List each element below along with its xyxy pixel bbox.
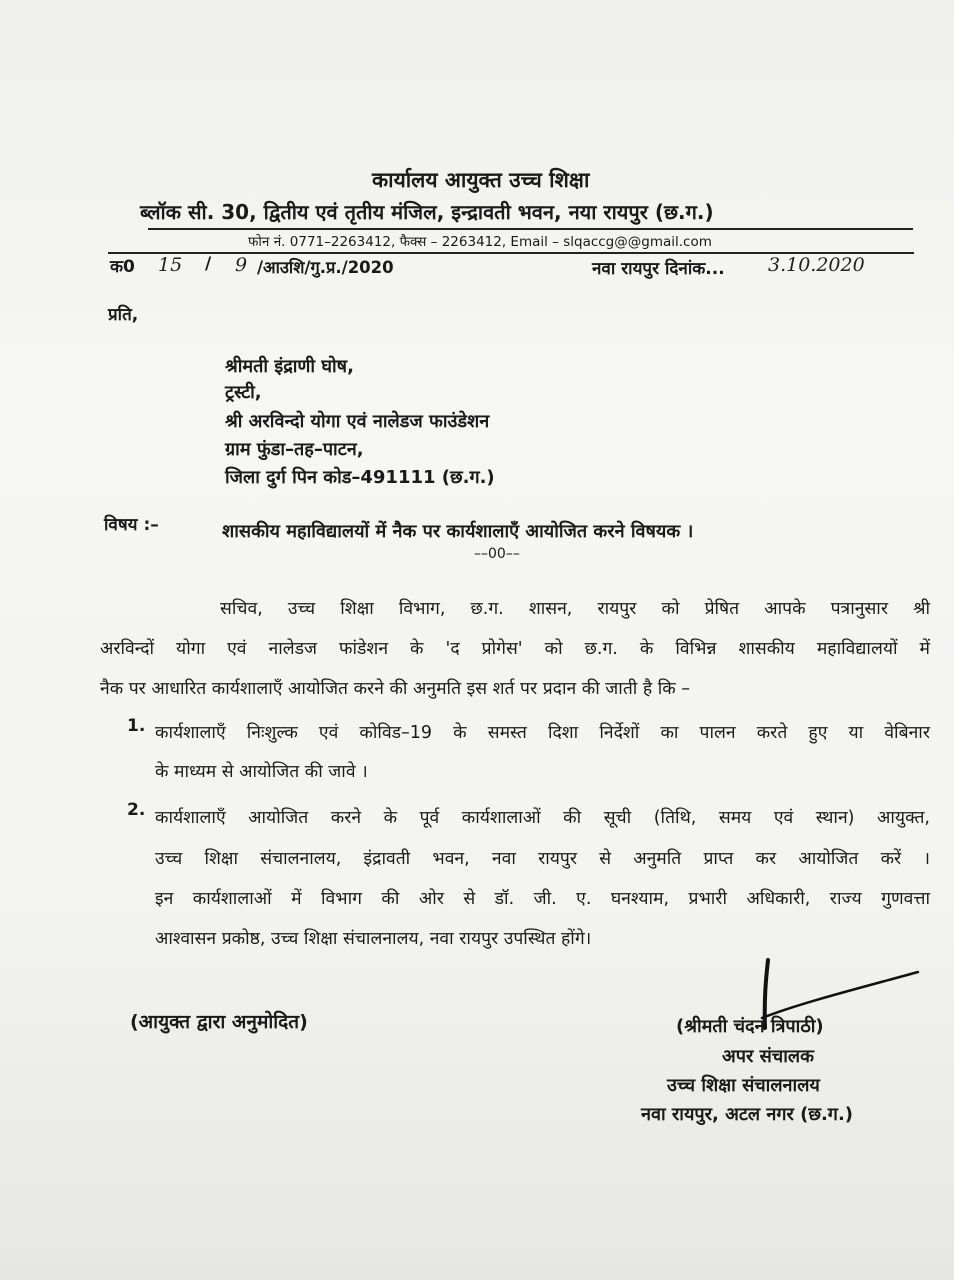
approval-note: (आयुक्त द्वारा अनुमोदित) (130, 1011, 308, 1033)
item-line: आश्वासन प्रकोष्ठ, उच्च शिक्षा संचालनालय, नवा रायपुर उपस्थित होंगे। (155, 929, 592, 949)
office-address: ब्लॉक सी. 30, द्वितीय एवं तृतीय मंजिल, इन्द्रावती भवन, नया रायपुर (छ.ग.) (140, 200, 714, 224)
signatory-name: (श्रीमती चंदन त्रिपाठी) (676, 1016, 824, 1037)
item-line: कार्यशालाएँ निःशुल्क एवं कोविड–19 के समस्त दिशा निर्देशों का पालन करते हुए या वेबिनार (155, 723, 930, 743)
subject-separator: ––00–– (474, 546, 520, 562)
body-paragraph-line: अरविन्दों योगा एवं नालेडज फांडेशन के 'द प्रोगेस' को छ.ग. के विभिन्न शासकीय महाविद्यालयों में (100, 639, 930, 659)
ref-handwritten-number-2: 9 (235, 254, 248, 276)
subject-text: शासकीय महाविद्यालयों में नैक पर कार्यशालाएँ आयोजित करने विषयक । (222, 521, 694, 542)
ref-prefix: क0 (110, 257, 135, 277)
recipient-line: ग्राम फुंडा–तह–पाटन, (225, 439, 364, 460)
place-date-label: नवा रायपुर दिनांक... (592, 259, 725, 279)
body-paragraph-line: नैक पर आधारित कार्यशालाएँ आयोजित करने की अनुमति इस शर्त पर प्रदान की जाती है कि – (100, 679, 691, 699)
item-line: के माध्यम से आयोजित की जावे । (155, 762, 368, 782)
recipient-line: जिला दुर्ग पिन कोड–491111 (छ.ग.) (225, 467, 495, 488)
recipient-line: ट्रस्टी, (225, 382, 262, 403)
signatory-designation: अपर संचालक (722, 1046, 814, 1067)
recipient-line: श्रीमती इंद्राणी घोष, (225, 356, 354, 377)
ref-suffix: /आउशि/गु.प्र./2020 (257, 258, 394, 277)
item-number: 2. (127, 800, 146, 820)
body-paragraph-line: सचिव, उच्च शिक्षा विभाग, छ.ग. शासन, रायपुर को प्रेषित आपके पत्रानुसार श्री (220, 599, 930, 619)
subject-label: विषय :– (104, 515, 159, 535)
item-line: इन कार्यशालाओं में विभाग की ओर से डॉ. जी. ए. घनश्याम, प्रभारी अधिकारी, राज्य गुणवत्ता (155, 889, 930, 909)
signatory-place: नवा रायपुर, अटल नगर (छ.ग.) (641, 1104, 854, 1125)
ref-slash: / (205, 254, 212, 274)
ref-handwritten-number: 15 (158, 254, 183, 276)
handwritten-date: 3.10.2020 (768, 254, 865, 276)
prati-label: प्रति, (108, 305, 139, 325)
header-rule (148, 228, 913, 230)
signatory-department: उच्च शिक्षा संचालनालय (667, 1075, 820, 1096)
item-line: कार्यशालाएँ आयोजित करने के पूर्व कार्यशालाओं की सूची (तिथि, समय एवं स्थान) आयुक्त, (155, 808, 930, 828)
item-number: 1. (127, 716, 146, 736)
office-contact: फोन नं. 0771–2263412, फैक्स – 2263412, Email – slqaccg@@gmail.com (248, 234, 712, 250)
recipient-line: श्री अरविन्दो योगा एवं नालेडज फाउंडेशन (225, 411, 490, 432)
office-title: कार्यालय आयुक्त उच्च शिक्षा (372, 168, 590, 192)
item-line: उच्च शिक्षा संचालनालय, इंद्रावती भवन, नवा रायपुर से अनुमति प्राप्त कर आयोजित करें । (155, 849, 930, 869)
